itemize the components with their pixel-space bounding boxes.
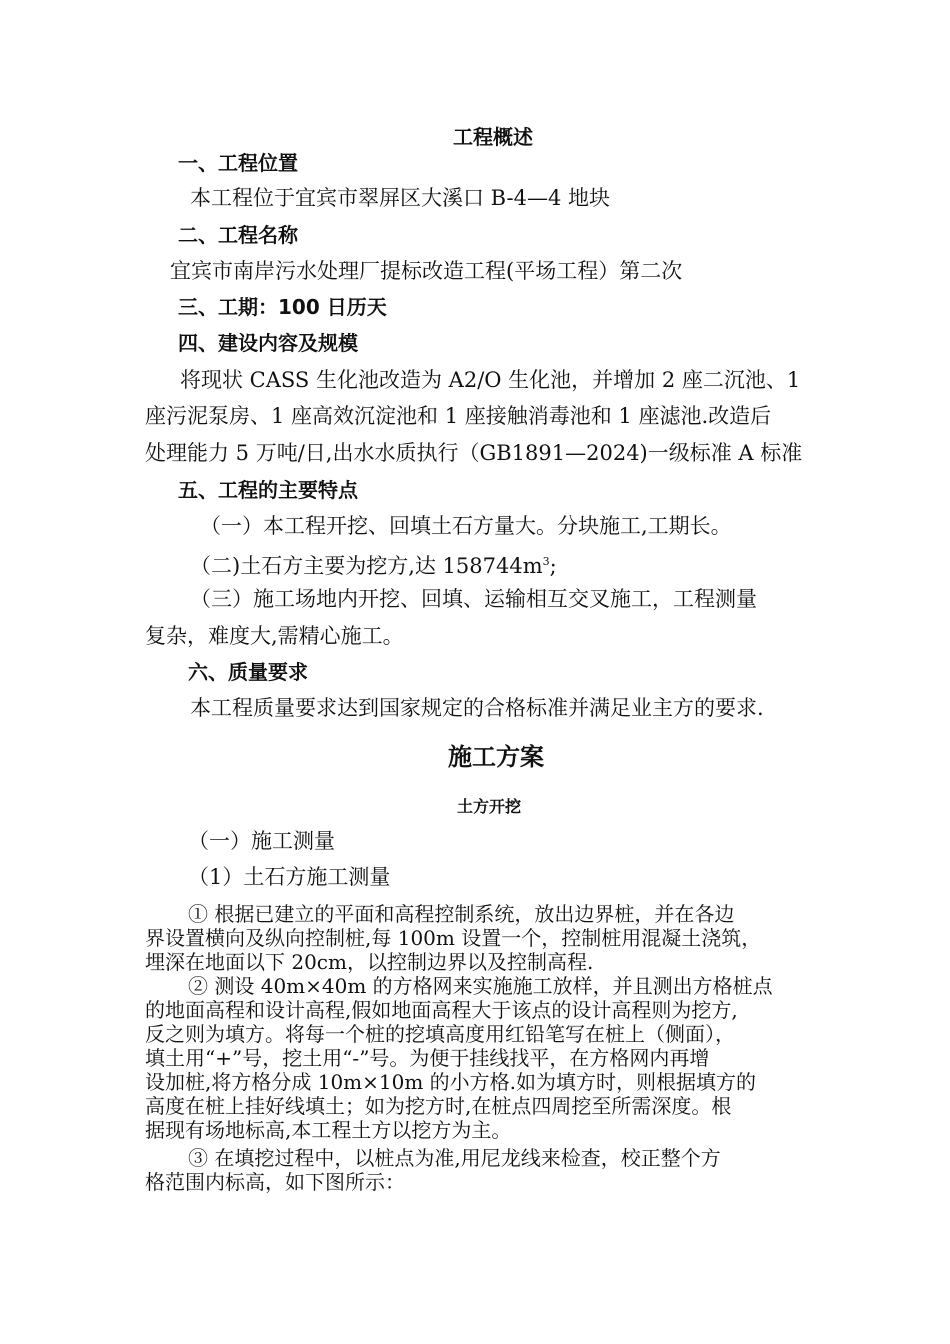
section-4-line-3: 处理能力 5 万吨/日,出水水质执行（GB1891—2024)一级标准 A 标准 [145,441,803,465]
plan-title: 施工方案 [448,743,544,771]
section-5-item-3-line-2: 复杂，难度大,需精心施工。 [145,624,404,648]
section-1-heading: 一、工程位置 [178,151,298,175]
paragraph-2-line-4: 填土用“+”号，挖土用“-”号。为便于挂线找平，在方格网内再增 [145,1046,710,1070]
paragraph-2-line-6: 高度在桩上挂好线填土；如为挖方时,在桩点四周挖至所需深度。根 [145,1094,732,1118]
paragraph-3-line-1: ③ 在填挖过程中，以桩点为准,用尼龙线来检查，校正整个方 [188,1146,721,1170]
section-6-text: 本工程质量要求达到国家规定的合格标准并满足业主方的要求. [190,696,764,720]
section-4-line-2: 座污泥泵房、1 座高效沉淀池和 1 座接触消毒池和 1 座滤池.改造后 [145,404,772,428]
section-4-heading: 四、建设内容及规模 [178,331,358,355]
paragraph-2-line-1: ② 测设 40m×40m 的方格网来实施施工放样，并且测出方格桩点 [188,974,773,998]
paragraph-3-line-2: 格范围内标高，如下图所示： [145,1170,405,1194]
section-5-heading: 五、工程的主要特点 [178,478,358,502]
section-5-item-2-end: ; [549,554,557,578]
plan-subtitle: 土方开挖 [457,797,522,816]
plan-item-1-sub: （1）土石方施工测量 [188,865,391,889]
plan-item-1: （一）施工测量 [188,829,335,853]
section-1-text: 本工程位于宜宾市翠屏区大溪口 B-4—4 地块 [190,186,610,210]
section-2-heading: 二、工程名称 [178,223,298,247]
overview-title: 工程概述 [453,125,533,149]
section-6-heading: 六、质量要求 [188,660,308,684]
paragraph-1-line-2: 界设置横向及纵向控制桩,每 100m 设置一个，控制桩用混凝土浇筑， [145,926,762,950]
paragraph-1-line-3: 埋深在地面以下 20cm，以控制边界以及控制高程. [145,950,594,974]
paragraph-2-line-5: 设加桩,将方格分成 10m×10m 的小方格.如为填方时，则根据填方的 [145,1070,757,1094]
section-5-item-2-text: （二)土石方主要为挖方,达 158744m [190,554,543,578]
section-5-item-1: （一）本工程开挖、回填土石方量大。分块施工,工期长。 [200,514,732,538]
section-5-item-3-line-1: （三）施工场地内开挖、回填、运输相互交叉施工，工程测量 [190,587,757,611]
paragraph-2-line-3: 反之则为填方。将每一个桩的挖填高度用红铅笔写在桩上（侧面）， [145,1022,735,1046]
paragraph-2-line-2: 的地面高程和设计高程,假如地面高程大于该点的设计高程则为挖方, [145,998,738,1022]
section-3-heading: 三、工期：100 日历天 [178,295,387,319]
section-4-line-1: 将现状 CASS 生化池改造为 A2/O 生化池，并增加 2 座二沉池、1 [180,368,801,392]
section-2-text: 宜宾市南岸污水处理厂提标改造工程(平场工程）第二次 [170,259,683,283]
cubic-superscript: 3 [542,555,550,568]
section-5-item-2 [190,549,557,579]
paragraph-2-line-7: 据现有场地标高,本工程土方以挖方为主。 [145,1118,512,1142]
paragraph-1-line-1: ① 根据已建立的平面和高程控制系统，放出边界桩，并在各边 [188,902,735,926]
